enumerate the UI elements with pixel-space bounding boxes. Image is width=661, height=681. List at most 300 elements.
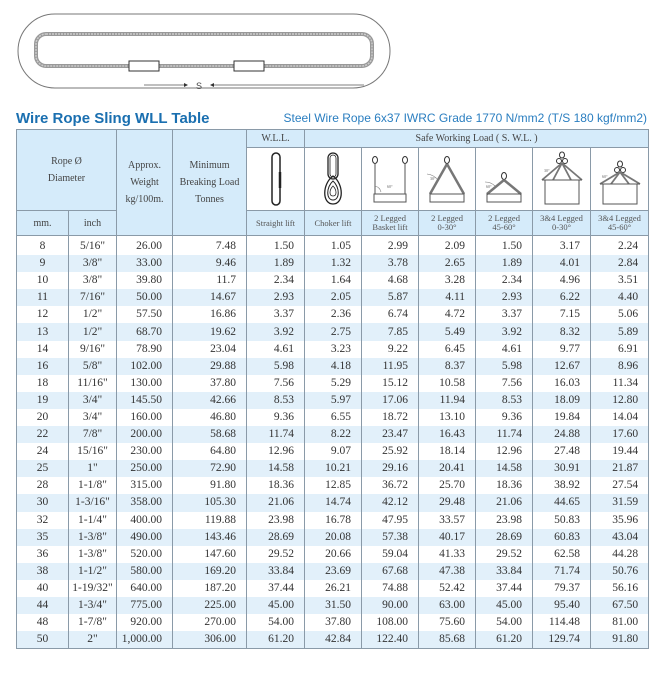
cell-choker: 9.07 — [305, 443, 362, 460]
cell-weight: 400.00 — [117, 512, 173, 529]
basket-l1: 2 Legged — [374, 213, 406, 223]
cell-leg34-4560: 81.00 — [591, 614, 649, 631]
cell-weight: 315.00 — [117, 477, 173, 494]
cell-weight: 50.00 — [117, 289, 173, 306]
cell-leg2-4560: 3.37 — [476, 306, 533, 323]
cell-choker: 6.55 — [305, 409, 362, 426]
cell-straight: 9.36 — [247, 409, 305, 426]
cell-choker: 1.32 — [305, 255, 362, 272]
cell-mbl: 169.20 — [173, 563, 247, 580]
cell-basket: 36.72 — [362, 477, 419, 494]
table-row — [17, 563, 649, 580]
table-row — [17, 236, 649, 256]
cell-leg2-030: 25.70 — [419, 477, 476, 494]
cell-leg2-4560: 54.00 — [476, 614, 533, 631]
cell-mbl: 91.80 — [173, 477, 247, 494]
angle-b-label: 60° — [486, 184, 492, 189]
cell-straight: 61.20 — [247, 631, 305, 649]
header-weight — [117, 130, 173, 236]
cell-leg2-030: 20.41 — [419, 460, 476, 477]
cell-leg2-030: 13.10 — [419, 409, 476, 426]
cell-leg34-030: 27.48 — [533, 443, 591, 460]
cell-leg34-4560: 3.51 — [591, 272, 649, 289]
cell-basket: 42.12 — [362, 494, 419, 511]
cell-leg34-030: 12.67 — [533, 358, 591, 375]
table-row — [17, 512, 649, 529]
cell-inch: 7/8" — [69, 426, 117, 443]
leg34-030-l2: 0-30° — [552, 222, 571, 232]
header-basket-lift — [362, 211, 419, 236]
cell-basket: 15.12 — [362, 375, 419, 392]
cell-mm: 14 — [17, 341, 69, 358]
cell-leg2-4560: 3.92 — [476, 323, 533, 340]
cell-choker: 23.69 — [305, 563, 362, 580]
page-subtitle: Steel Wire Rope 6x37 IWRC Grade 1770 N/mm2 (T/S 180 kgf/mm2) — [283, 111, 647, 125]
table-row — [17, 255, 649, 272]
cell-mbl: 105.30 — [173, 494, 247, 511]
table-row — [17, 323, 649, 340]
cell-mbl: 306.00 — [173, 631, 247, 649]
cell-inch: 1-1/4" — [69, 512, 117, 529]
cell-mbl: 270.00 — [173, 614, 247, 631]
cell-choker: 2.05 — [305, 289, 362, 306]
cell-leg34-030: 19.84 — [533, 409, 591, 426]
cell-mm: 40 — [17, 580, 69, 597]
cell-straight: 37.44 — [247, 580, 305, 597]
cell-leg34-030: 44.65 — [533, 494, 591, 511]
cell-leg34-030: 4.01 — [533, 255, 591, 272]
cell-choker: 5.29 — [305, 375, 362, 392]
two-leg-0-30-icon — [424, 150, 470, 208]
cell-leg34-4560: 8.96 — [591, 358, 649, 375]
cell-choker: 3.23 — [305, 341, 362, 358]
two-leg-0-30-pic — [419, 148, 476, 211]
cell-basket: 17.06 — [362, 392, 419, 409]
header-mbl — [173, 130, 247, 236]
cell-leg34-4560: 2.84 — [591, 255, 649, 272]
cell-choker: 8.22 — [305, 426, 362, 443]
cell-leg2-4560: 2.34 — [476, 272, 533, 289]
cell-leg2-030: 8.37 — [419, 358, 476, 375]
table-row — [17, 272, 649, 289]
basket-lift-pic — [362, 148, 419, 211]
cell-mbl: 29.88 — [173, 358, 247, 375]
cell-mbl: 147.60 — [173, 546, 247, 563]
cell-mbl: 7.48 — [173, 236, 247, 256]
cell-weight: 580.00 — [117, 563, 173, 580]
cell-basket: 29.16 — [362, 460, 419, 477]
header-swl: Safe Working Load ( S. W.L. ) — [305, 130, 649, 148]
cell-leg34-4560: 2.24 — [591, 236, 649, 256]
cell-leg2-4560: 12.96 — [476, 443, 533, 460]
table-row — [17, 580, 649, 597]
cell-inch: 1-7/8" — [69, 614, 117, 631]
cell-leg2-030: 29.48 — [419, 494, 476, 511]
cell-inch: 1-3/4" — [69, 597, 117, 614]
cell-straight: 1.50 — [247, 236, 305, 256]
header-two-leg-45-60 — [476, 211, 533, 236]
table-row — [17, 597, 649, 614]
cell-leg2-4560: 45.00 — [476, 597, 533, 614]
cell-weight: 26.00 — [117, 236, 173, 256]
cell-leg34-030: 62.58 — [533, 546, 591, 563]
cell-leg2-4560: 61.20 — [476, 631, 533, 649]
cell-choker: 12.85 — [305, 477, 362, 494]
cell-leg2-030: 33.57 — [419, 512, 476, 529]
cell-leg34-4560: 67.50 — [591, 597, 649, 614]
cell-inch: 11/16" — [69, 375, 117, 392]
cell-leg34-4560: 12.80 — [591, 392, 649, 409]
cell-leg34-030: 3.17 — [533, 236, 591, 256]
cell-leg34-030: 38.92 — [533, 477, 591, 494]
cell-straight: 28.69 — [247, 529, 305, 546]
cell-leg34-4560: 5.06 — [591, 306, 649, 323]
cell-leg34-030: 8.32 — [533, 323, 591, 340]
cell-mm: 36 — [17, 546, 69, 563]
weight-line3: kg/100m. — [125, 194, 164, 205]
weight-line1: Approx. — [127, 160, 162, 171]
cell-weight: 775.00 — [117, 597, 173, 614]
header-wll: W.L.L. — [247, 130, 305, 148]
cell-weight: 78.90 — [117, 341, 173, 358]
table-row — [17, 426, 649, 443]
cell-leg2-030: 3.28 — [419, 272, 476, 289]
cell-mm: 50 — [17, 631, 69, 649]
cell-choker: 14.74 — [305, 494, 362, 511]
cell-leg34-4560: 44.28 — [591, 546, 649, 563]
choker-lift-icon — [318, 150, 348, 208]
choker-lift-pic — [305, 148, 362, 211]
weight-line2: Weight — [130, 177, 159, 188]
cell-leg2-4560: 21.06 — [476, 494, 533, 511]
cell-leg2-030: 6.45 — [419, 341, 476, 358]
cell-straight: 18.36 — [247, 477, 305, 494]
cell-basket: 7.85 — [362, 323, 419, 340]
leg34-4560-l2: 45-60° — [607, 222, 632, 232]
angle-c-label: 30° — [543, 168, 550, 173]
cell-choker: 31.50 — [305, 597, 362, 614]
cell-mm: 38 — [17, 563, 69, 580]
cell-mbl: 9.46 — [173, 255, 247, 272]
cell-inch: 3/4" — [69, 409, 117, 426]
cell-leg2-030: 52.42 — [419, 580, 476, 597]
cell-leg2-030: 4.11 — [419, 289, 476, 306]
cell-leg2-030: 41.33 — [419, 546, 476, 563]
cell-mm: 22 — [17, 426, 69, 443]
cell-weight: 160.00 — [117, 409, 173, 426]
cell-basket: 122.40 — [362, 631, 419, 649]
cell-basket: 59.04 — [362, 546, 419, 563]
table-row — [17, 375, 649, 392]
cell-weight: 145.50 — [117, 392, 173, 409]
cell-weight: 130.00 — [117, 375, 173, 392]
cell-inch: 3/8" — [69, 255, 117, 272]
cell-mm: 30 — [17, 494, 69, 511]
cell-leg34-4560: 19.44 — [591, 443, 649, 460]
cell-leg34-4560: 21.87 — [591, 460, 649, 477]
cell-leg2-030: 63.00 — [419, 597, 476, 614]
wll-table — [16, 129, 649, 649]
cell-mm: 44 — [17, 597, 69, 614]
cell-basket: 9.22 — [362, 341, 419, 358]
cell-mm: 20 — [17, 409, 69, 426]
cell-mbl: 42.66 — [173, 392, 247, 409]
cell-choker: 16.78 — [305, 512, 362, 529]
leg2-030-l1: 2 Legged — [431, 213, 463, 223]
header-straight-lift: Straight lift — [247, 211, 305, 236]
cell-leg2-030: 40.17 — [419, 529, 476, 546]
cell-mbl: 19.62 — [173, 323, 247, 340]
table-row — [17, 306, 649, 323]
spacing-label: S — [195, 81, 203, 90]
cell-weight: 358.00 — [117, 494, 173, 511]
cell-basket: 6.74 — [362, 306, 419, 323]
four-leg-0-30-pic — [533, 148, 591, 211]
cell-weight: 200.00 — [117, 426, 173, 443]
cell-leg2-4560: 1.89 — [476, 255, 533, 272]
cell-mbl: 187.20 — [173, 580, 247, 597]
cell-leg2-030: 75.60 — [419, 614, 476, 631]
cell-choker: 5.97 — [305, 392, 362, 409]
cell-inch: 3/8" — [69, 272, 117, 289]
cell-weight: 68.70 — [117, 323, 173, 340]
cell-straight: 1.89 — [247, 255, 305, 272]
cell-choker: 1.64 — [305, 272, 362, 289]
cell-weight: 33.00 — [117, 255, 173, 272]
cell-leg2-4560: 8.53 — [476, 392, 533, 409]
cell-leg2-030: 11.94 — [419, 392, 476, 409]
cell-inch: 15/16" — [69, 443, 117, 460]
table-row — [17, 494, 649, 511]
cell-inch: 5/8" — [69, 358, 117, 375]
cell-mbl: 72.90 — [173, 460, 247, 477]
basket-lift-icon — [367, 150, 413, 208]
mbl-line1: Minimum — [189, 160, 230, 171]
cell-leg34-030: 18.09 — [533, 392, 591, 409]
cell-inch: 1/2" — [69, 323, 117, 340]
header-mm: mm. — [17, 211, 69, 236]
cell-mm: 16 — [17, 358, 69, 375]
angle-a-label: 30° — [430, 176, 436, 181]
cell-straight: 3.92 — [247, 323, 305, 340]
cell-choker: 1.05 — [305, 236, 362, 256]
table-row — [17, 341, 649, 358]
table-row — [17, 443, 649, 460]
cell-basket: 67.68 — [362, 563, 419, 580]
basket-angle-label: 60° — [387, 184, 393, 189]
cell-straight: 2.93 — [247, 289, 305, 306]
cell-leg2-4560: 11.74 — [476, 426, 533, 443]
cell-inch: 2" — [69, 631, 117, 649]
leg2-4560-l1: 2 Legged — [488, 213, 520, 223]
cell-inch: 7/16" — [69, 289, 117, 306]
cell-inch: 1-3/16" — [69, 494, 117, 511]
cell-leg34-4560: 4.40 — [591, 289, 649, 306]
cell-straight: 21.06 — [247, 494, 305, 511]
cell-choker: 2.36 — [305, 306, 362, 323]
cell-choker: 4.18 — [305, 358, 362, 375]
cell-basket: 3.78 — [362, 255, 419, 272]
cell-basket: 90.00 — [362, 597, 419, 614]
leg34-030-l1: 3&4 Legged — [540, 213, 583, 223]
cell-mbl: 58.68 — [173, 426, 247, 443]
cell-straight: 14.58 — [247, 460, 305, 477]
cell-mbl: 143.46 — [173, 529, 247, 546]
table-row — [17, 529, 649, 546]
cell-straight: 54.00 — [247, 614, 305, 631]
cell-leg34-030: 114.48 — [533, 614, 591, 631]
basket-l2: Basket lift — [372, 222, 408, 232]
cell-choker: 26.21 — [305, 580, 362, 597]
cell-weight: 57.50 — [117, 306, 173, 323]
cell-leg34-4560: 27.54 — [591, 477, 649, 494]
leg34-4560-l1: 3&4 Legged — [598, 213, 641, 223]
straight-lift-pic — [247, 148, 305, 211]
cell-leg2-4560: 14.58 — [476, 460, 533, 477]
cell-mm: 25 — [17, 460, 69, 477]
cell-mm: 35 — [17, 529, 69, 546]
cell-leg2-4560: 5.98 — [476, 358, 533, 375]
cell-basket: 108.00 — [362, 614, 419, 631]
cell-straight: 3.37 — [247, 306, 305, 323]
cell-weight: 920.00 — [117, 614, 173, 631]
cell-mm: 48 — [17, 614, 69, 631]
cell-leg2-4560: 29.52 — [476, 546, 533, 563]
cell-straight: 11.74 — [247, 426, 305, 443]
cell-leg2-030: 4.72 — [419, 306, 476, 323]
table-row — [17, 460, 649, 477]
cell-straight: 4.61 — [247, 341, 305, 358]
cell-inch: 1/2" — [69, 306, 117, 323]
cell-leg34-030: 4.96 — [533, 272, 591, 289]
cell-inch: 1-3/8" — [69, 529, 117, 546]
cell-basket: 11.95 — [362, 358, 419, 375]
cell-leg34-030: 79.37 — [533, 580, 591, 597]
cell-inch: 5/16" — [69, 236, 117, 256]
cell-leg34-4560: 91.80 — [591, 631, 649, 649]
cell-weight: 1,000.00 — [117, 631, 173, 649]
cell-choker: 37.80 — [305, 614, 362, 631]
four-leg-0-30-icon — [537, 150, 587, 208]
cell-mm: 13 — [17, 323, 69, 340]
cell-basket: 5.87 — [362, 289, 419, 306]
cell-leg2-4560: 7.56 — [476, 375, 533, 392]
cell-mbl: 64.80 — [173, 443, 247, 460]
cell-leg2-4560: 37.44 — [476, 580, 533, 597]
cell-leg34-4560: 43.04 — [591, 529, 649, 546]
cell-choker: 20.08 — [305, 529, 362, 546]
cell-mbl: 23.04 — [173, 341, 247, 358]
angle-d-label: 60° — [601, 174, 608, 179]
cell-leg2-4560: 33.84 — [476, 563, 533, 580]
cell-leg34-030: 60.83 — [533, 529, 591, 546]
cell-straight: 29.52 — [247, 546, 305, 563]
cell-mbl: 16.86 — [173, 306, 247, 323]
sling-diagram — [14, 10, 394, 90]
cell-leg34-030: 71.74 — [533, 563, 591, 580]
cell-leg2-4560: 28.69 — [476, 529, 533, 546]
cell-basket: 18.72 — [362, 409, 419, 426]
four-leg-45-60-icon — [595, 150, 645, 208]
cell-leg2-030: 10.58 — [419, 375, 476, 392]
cell-mm: 24 — [17, 443, 69, 460]
cell-leg34-4560: 11.34 — [591, 375, 649, 392]
leg2-4560-l2: 45-60° — [492, 222, 516, 232]
table-row — [17, 358, 649, 375]
cell-mm: 10 — [17, 272, 69, 289]
endless-sling-icon — [14, 10, 394, 90]
table-body — [17, 236, 649, 649]
cell-straight: 8.53 — [247, 392, 305, 409]
table-row — [17, 392, 649, 409]
four-leg-45-60-pic — [591, 148, 649, 211]
cell-leg34-030: 24.88 — [533, 426, 591, 443]
cell-leg2-030: 16.43 — [419, 426, 476, 443]
cell-inch: 1" — [69, 460, 117, 477]
cell-inch: 1-3/8" — [69, 546, 117, 563]
straight-lift-icon — [266, 150, 286, 208]
cell-basket: 47.95 — [362, 512, 419, 529]
cell-weight: 39.80 — [117, 272, 173, 289]
cell-leg2-030: 47.38 — [419, 563, 476, 580]
cell-basket: 57.38 — [362, 529, 419, 546]
mbl-line2: Breaking Load — [179, 177, 240, 188]
cell-inch: 1-1/8" — [69, 477, 117, 494]
cell-weight: 520.00 — [117, 546, 173, 563]
table-row — [17, 289, 649, 306]
cell-mm: 28 — [17, 477, 69, 494]
header-four-leg-0-30 — [533, 211, 591, 236]
cell-mm: 19 — [17, 392, 69, 409]
cell-straight: 33.84 — [247, 563, 305, 580]
table-row — [17, 546, 649, 563]
header-choker-lift: Choker lift — [305, 211, 362, 236]
cell-leg2-4560: 4.61 — [476, 341, 533, 358]
rope-line1: Rope Ø — [51, 156, 82, 167]
cell-leg34-4560: 17.60 — [591, 426, 649, 443]
table-row — [17, 631, 649, 649]
cell-leg2-4560: 1.50 — [476, 236, 533, 256]
cell-leg2-4560: 18.36 — [476, 477, 533, 494]
cell-leg34-4560: 5.89 — [591, 323, 649, 340]
header-inch: inch — [69, 211, 117, 236]
cell-leg34-4560: 56.16 — [591, 580, 649, 597]
cell-mm: 11 — [17, 289, 69, 306]
cell-weight: 102.00 — [117, 358, 173, 375]
cell-straight: 12.96 — [247, 443, 305, 460]
header-two-leg-0-30 — [419, 211, 476, 236]
cell-basket: 23.47 — [362, 426, 419, 443]
two-leg-45-60-pic — [476, 148, 533, 211]
cell-straight: 7.56 — [247, 375, 305, 392]
cell-mbl: 46.80 — [173, 409, 247, 426]
cell-mm: 9 — [17, 255, 69, 272]
cell-choker: 2.75 — [305, 323, 362, 340]
cell-leg2-030: 5.49 — [419, 323, 476, 340]
cell-leg34-030: 129.74 — [533, 631, 591, 649]
table-row — [17, 409, 649, 426]
cell-leg34-4560: 14.04 — [591, 409, 649, 426]
cell-mm: 12 — [17, 306, 69, 323]
cell-straight: 45.00 — [247, 597, 305, 614]
cell-choker: 20.66 — [305, 546, 362, 563]
cell-leg34-030: 6.22 — [533, 289, 591, 306]
cell-mbl: 11.7 — [173, 272, 247, 289]
leg2-030-l2: 0-30° — [437, 222, 457, 232]
cell-straight: 2.34 — [247, 272, 305, 289]
cell-straight: 5.98 — [247, 358, 305, 375]
cell-mbl: 119.88 — [173, 512, 247, 529]
